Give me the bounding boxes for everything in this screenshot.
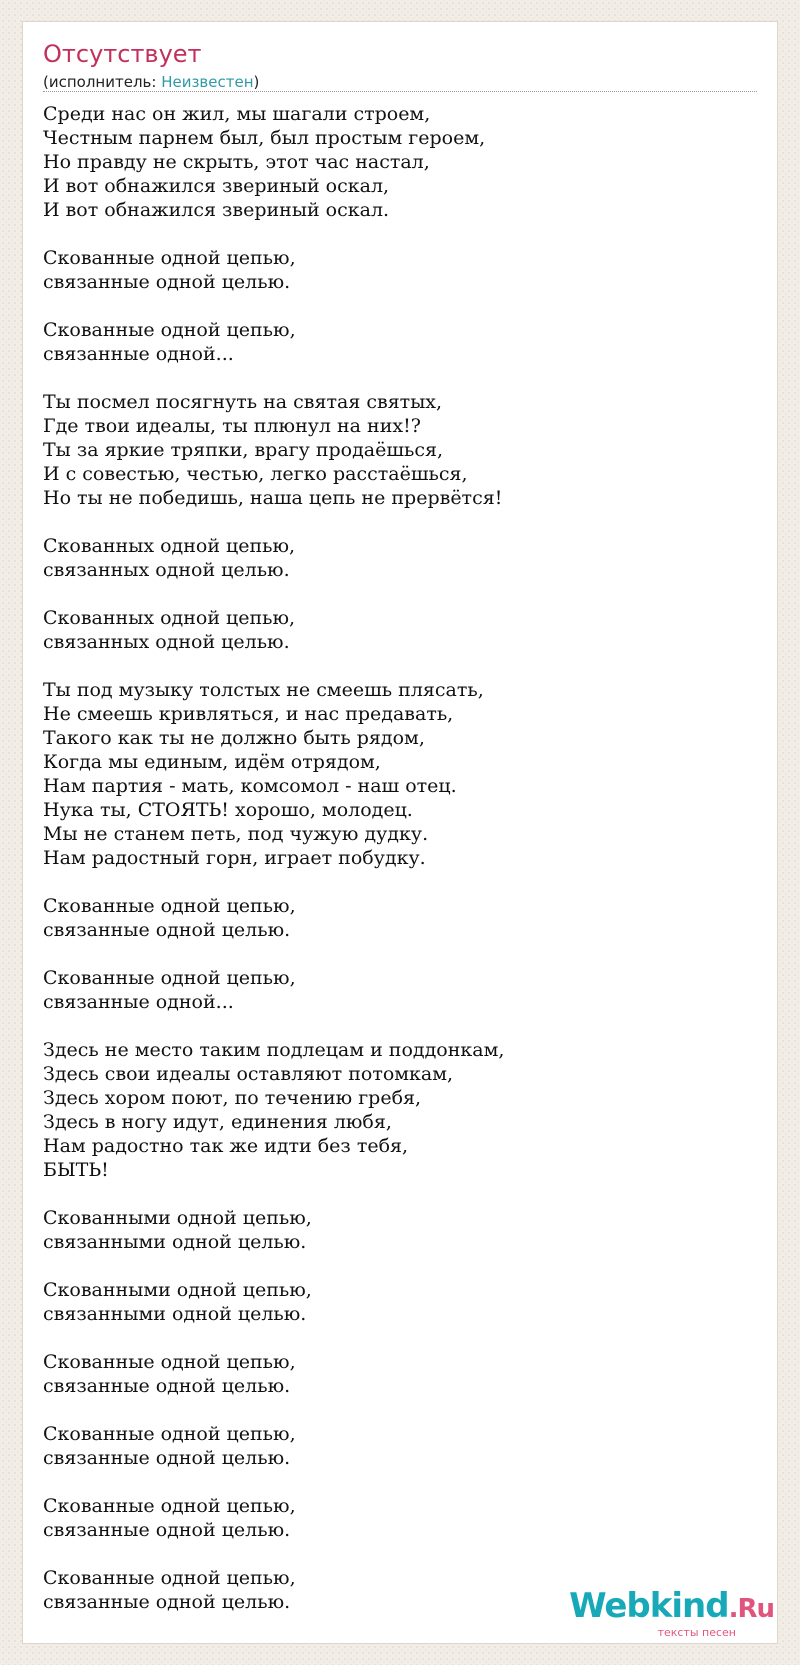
- artist-prefix: (исполнитель:: [43, 73, 162, 91]
- lyrics-line: Но ты не победишь, наша цепь не прервётся!: [43, 487, 503, 509]
- artist-suffix: ): [253, 73, 260, 91]
- lyrics-stanza: [43, 102, 743, 222]
- lyrics-line: Здесь в ногу идут, единения любя,: [43, 1111, 392, 1133]
- lyrics-line: Нам радостно так же идти без тебя,: [43, 1135, 409, 1157]
- lyrics-line: связанными одной целью.: [43, 1303, 307, 1325]
- lyrics-line: связанными одной целью.: [43, 1231, 307, 1253]
- lyrics-line: связанные одной целью.: [43, 271, 291, 293]
- lyrics-stanza: [43, 894, 743, 942]
- lyrics-line: связанные одной целью.: [43, 1447, 291, 1469]
- lyrics-line: Здесь не место таким подлецам и поддонкам,: [43, 1039, 505, 1061]
- logo-tagline: тексты песен: [657, 1626, 736, 1639]
- song-title: Отсутствует: [43, 40, 202, 68]
- lyrics-card: [22, 21, 778, 1644]
- lyrics-line: связанные одной целью.: [43, 1519, 291, 1541]
- lyrics-line: связанные одной...: [43, 991, 234, 1013]
- lyrics-stanza: [43, 534, 743, 582]
- lyrics-line: Скованные одной цепью,: [43, 319, 296, 341]
- lyrics-line: Честным парнем был, был простым героем,: [43, 127, 486, 149]
- lyrics-line: Среди нас он жил, мы шагали строем,: [43, 103, 431, 125]
- lyrics-stanza: [43, 1350, 743, 1398]
- lyrics-line: Скованные одной цепью,: [43, 1495, 296, 1517]
- lyrics-stanza: [43, 1206, 743, 1254]
- lyrics-line: Но правду не скрыть, этот час настал,: [43, 151, 430, 173]
- lyrics-line: связанных одной целью.: [43, 631, 290, 653]
- lyrics-line: Когда мы единым, идём отрядом,: [43, 751, 381, 773]
- lyrics-line: Где твои идеалы, ты плюнул на них!?: [43, 415, 421, 437]
- lyrics-line: Скованных одной цепью,: [43, 535, 296, 557]
- lyrics-line: Скованные одной цепью,: [43, 1567, 296, 1589]
- logo-wordmark: [569, 1588, 774, 1627]
- lyrics-line: Ты за яркие тряпки, врагу продаёшься,: [43, 439, 444, 461]
- lyrics-line: связанные одной...: [43, 343, 234, 365]
- lyrics-stanza: [43, 606, 743, 654]
- lyrics-line: БЫТЬ!: [43, 1159, 109, 1181]
- lyrics-line: Нука ты, СТОЯТЬ! хорошо, молодец.: [43, 799, 413, 821]
- lyrics-line: Скованные одной цепью,: [43, 247, 296, 269]
- lyrics-line: Здесь свои идеалы оставляют потомкам,: [43, 1063, 454, 1085]
- lyrics-stanza: [43, 390, 743, 510]
- lyrics-stanza: [43, 1038, 743, 1182]
- lyrics-line: И вот обнажился звериный оскал,: [43, 175, 390, 197]
- lyrics-line: Скованные одной цепью,: [43, 967, 296, 989]
- lyrics-line: связанные одной целью.: [43, 1375, 291, 1397]
- lyrics-line: Такого как ты не должно быть рядом,: [43, 727, 425, 749]
- lyrics-line: связанных одной целью.: [43, 559, 290, 581]
- lyrics-line: Скованных одной цепью,: [43, 607, 296, 629]
- lyrics-line: И вот обнажился звериный оскал.: [43, 199, 390, 221]
- lyrics-line: Ты под музыку толстых не смеешь плясать,: [43, 679, 484, 701]
- lyrics-stanza: [43, 318, 743, 366]
- lyrics-line: Не смеешь кривляться, и нас предавать,: [43, 703, 454, 725]
- lyrics-line: Нам партия - мать, комсомол - наш отец.: [43, 775, 457, 797]
- site-logo[interactable]: [569, 1588, 774, 1639]
- lyrics-stanza: [43, 966, 743, 1014]
- logo-tld: .Ru: [728, 1594, 774, 1624]
- lyrics-stanza: [43, 1494, 743, 1542]
- lyrics-line: Скованные одной цепью,: [43, 895, 296, 917]
- lyrics-line: Скованные одной цепью,: [43, 1351, 296, 1373]
- lyrics-stanza: [43, 1422, 743, 1470]
- lyrics-line: Ты посмел посягнуть на святая святых,: [43, 391, 443, 413]
- lyrics-line: И с совестью, честью, легко расстаёшься,: [43, 463, 468, 485]
- logo-main-text: Webkind: [569, 1586, 729, 1626]
- lyrics-line: Скованными одной цепью,: [43, 1207, 312, 1229]
- lyrics-stanza: [43, 246, 743, 294]
- lyrics-line: Нам радостный горн, играет побудку.: [43, 847, 426, 869]
- lyrics-line: Мы не станем петь, под чужую дудку.: [43, 823, 429, 845]
- lyrics-body: [43, 102, 743, 1638]
- lyrics-line: Здесь хором поют, по течению гребя,: [43, 1087, 422, 1109]
- lyrics-line: связанные одной целью.: [43, 919, 291, 941]
- lyrics-stanza: [43, 678, 743, 870]
- lyrics-line: Скованные одной цепью,: [43, 1423, 296, 1445]
- artist-line: [43, 72, 259, 92]
- lyrics-line: связанные одной целью.: [43, 1591, 291, 1613]
- lyrics-line: Скованными одной цепью,: [43, 1279, 312, 1301]
- dotted-divider: [43, 91, 757, 92]
- lyrics-stanza: [43, 1278, 743, 1326]
- artist-link[interactable]: Неизвестен: [161, 73, 254, 91]
